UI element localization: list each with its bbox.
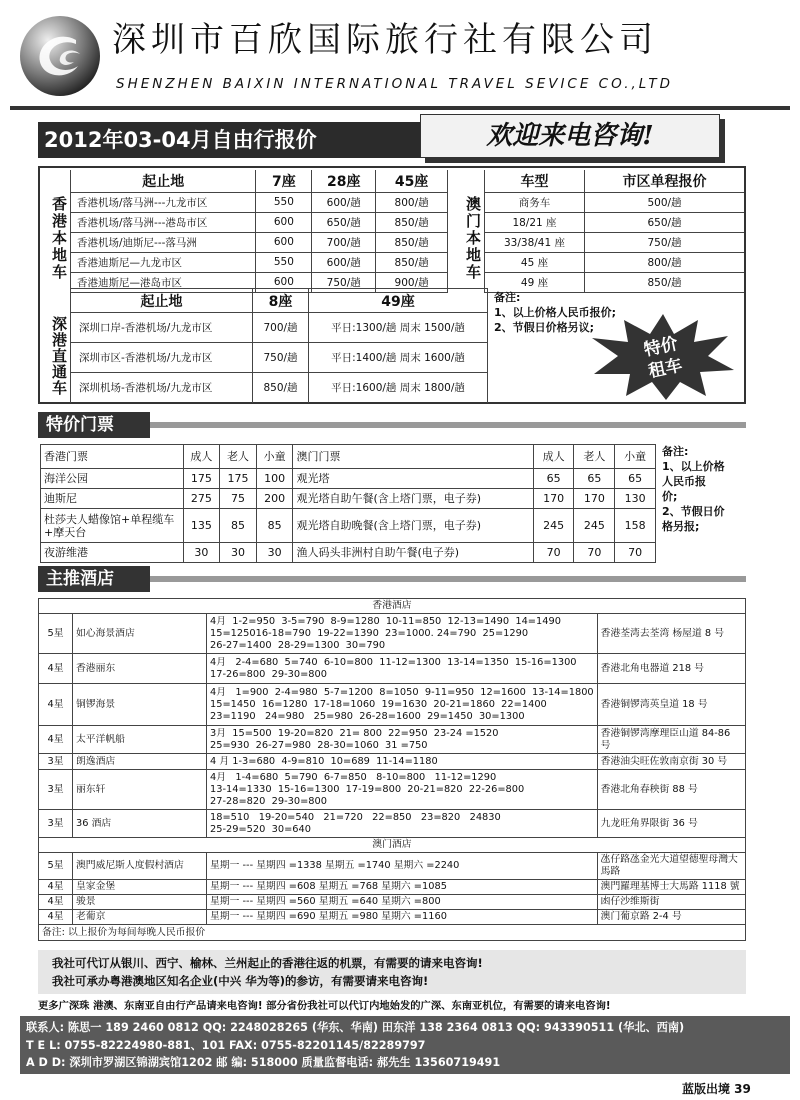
macau-car-price: 500/趟	[585, 192, 745, 212]
through-car-price: 平日:1600/趟 周末 1800/趟	[309, 373, 488, 403]
hk-car-price: 550	[256, 192, 312, 212]
macau-car-header: 车型	[485, 170, 585, 192]
hotel-address: 氹仔路氹金光大道望德聖母灣大馬路	[597, 853, 745, 880]
through-car-price: 平日:1300/趟 周末 1500/趟	[309, 313, 488, 343]
hotel-address: 香港北角春秧街 88 号	[597, 770, 745, 810]
macau-hotels-title: 澳门酒店	[39, 838, 746, 853]
header-divider	[10, 106, 790, 110]
hotel-prices: 18=510 19-20=540 21=720 22=850 23=820 24830 25-29=520 30=640	[207, 810, 598, 838]
ticket-price: 70	[574, 543, 615, 563]
hotel-star: 5星	[39, 614, 73, 654]
hotel-name: 朗逸酒店	[73, 754, 207, 770]
company-name-en: SHENZHEN BAIXIN INTERNATIONAL TRAVEL SEVICE CO.,LTD	[116, 76, 674, 92]
hk-car-route: 香港机场/迪斯尼---落马洲	[71, 232, 256, 252]
starburst-line2: 租车	[646, 355, 685, 383]
ticket-hk-name: 迪斯尼	[41, 489, 184, 509]
ticket-hk-name: 海洋公园	[41, 469, 184, 489]
macau-car-price: 850/趟	[585, 272, 745, 292]
hk-car-price: 650/趟	[312, 212, 376, 232]
hotel-name: 丽东轩	[73, 770, 207, 810]
ticket-header: 小童	[615, 445, 656, 469]
contact-bar	[20, 1016, 790, 1074]
macau-car-type: 45 座	[485, 252, 585, 272]
hotels-table	[38, 598, 746, 941]
ticket-header: 香港门票	[41, 445, 184, 469]
ticket-header: 澳门门票	[293, 445, 533, 469]
hotel-prices: 星期一 --- 星期四 =690 星期五 =980 星期六 =1160	[207, 910, 598, 925]
macau-car-label: 澳门本地车	[464, 195, 482, 281]
through-car-label: 深港直通车	[50, 316, 68, 396]
car-note-title: 备注:	[494, 291, 521, 304]
hotel-star: 4星	[39, 880, 73, 895]
through-car-route: 深圳机场-香港机场/九龙市区	[71, 373, 253, 403]
ticket-price: 245	[533, 509, 574, 543]
hk-car-header: 28座	[312, 170, 376, 192]
ticket-price: 130	[615, 489, 656, 509]
macau-car-price: 800/趟	[585, 252, 745, 272]
macau-car-type: 商务车	[485, 192, 585, 212]
macau-car-type: 33/38/41 座	[485, 232, 585, 252]
hotel-address: 香港荃湾去荃湾 杨屋道 8 号	[597, 614, 745, 654]
hotel-prices: 星期一 --- 星期四 =608 星期五 =768 星期六 =1085	[207, 880, 598, 895]
notice-line: 我社可代订从银川、西宁、榆林、兰州起止的香港往返的机票，有需要的请来电咨询!	[52, 956, 483, 970]
hotel-name: 太平洋帆船	[73, 726, 207, 754]
hotel-name: 澳門威尼斯人度假村酒店	[73, 853, 207, 880]
hotel-name: 36 酒店	[73, 810, 207, 838]
ticket-header: 老人	[574, 445, 615, 469]
hotel-prices: 4月 2-4=680 5=740 6-10=800 11-12=1300 13-14=1350 15-16=1300 17-26=800 29-30=800	[207, 654, 598, 684]
hk-hotels-title: 香港酒店	[39, 599, 746, 614]
car-note-line: 2、节假日价格另议;	[494, 321, 595, 334]
hotel-prices: 星期一 --- 星期四 =560 星期五 =640 星期六 =800	[207, 895, 598, 910]
tickets-note: 备注: 1、以上价格 人民币报 价; 2、节假日价 格另报;	[662, 445, 725, 533]
hk-car-price: 600/趟	[312, 192, 376, 212]
ticket-macau-name: 观光塔自助午餐(含上塔门票，电子券)	[293, 489, 533, 509]
company-name-cn: 深圳市百欣国际旅行社有限公司	[112, 20, 658, 60]
macau-car-price: 750/趟	[585, 232, 745, 252]
ticket-price: 70	[615, 543, 656, 563]
hk-car-header: 起止地	[71, 170, 256, 192]
hotel-prices: 4月 1-4=680 5=790 6-7=850 8-10=800 11-12=1290 13-14=1330 15-16=1300 17-19=800 20-21=820 22-26=800 27-28=820 29-30=800	[207, 770, 598, 810]
hotel-prices: 4 月 1-3=680 4-9=810 10=689 11-14=1180	[207, 754, 598, 770]
hk-car-route: 香港迪斯尼—港岛市区	[71, 272, 256, 292]
ticket-macau-name: 观光塔自助晚餐(含上塔门票，电子券)	[293, 509, 533, 543]
through-car-route: 深圳市区-香港机场/九龙市区	[71, 343, 253, 373]
through-car-header: 49座	[309, 289, 488, 313]
hotel-star: 4星	[39, 684, 73, 726]
ticket-price: 30	[256, 543, 293, 563]
hotel-name: 如心海景酒店	[73, 614, 207, 654]
hotel-star: 3星	[39, 754, 73, 770]
ticket-macau-name: 渔人码头非洲村自助午餐(电子券)	[293, 543, 533, 563]
hk-car-price: 600	[256, 232, 312, 252]
ticket-price: 245	[574, 509, 615, 543]
contact-line: T E L: 0755-82224980-881、101 FAX: 0755-82201145/82289797	[26, 1038, 426, 1052]
page-footer: 蓝版出境 39	[682, 1082, 751, 1096]
hotel-star: 4星	[39, 895, 73, 910]
ticket-price: 85	[220, 509, 257, 543]
hk-car-price: 900/趟	[376, 272, 448, 292]
tickets-section-bar	[150, 422, 746, 428]
macau-car-header: 市区单程报价	[585, 170, 745, 192]
macau-car-table	[484, 170, 744, 293]
ticket-price: 275	[183, 489, 220, 509]
hotel-prices: 星期一 --- 星期四 =1338 星期五 =1740 星期六 =2240	[207, 853, 598, 880]
hotel-star: 3星	[39, 770, 73, 810]
hk-car-route: 香港机场/落马洲---港岛市区	[71, 212, 256, 232]
hotel-prices: 4月 1=900 2-4=980 5-7=1200 8=1050 9-11=950 12=1600 13-14=1800 15=1450 16=1280 17-18=1060 19=1630 20-21=1860 22=1400 23=1190 24=980 25=980 26-28=1600 29=1450 30=1300	[207, 684, 598, 726]
macau-car-price: 650/趟	[585, 212, 745, 232]
ticket-price: 85	[256, 509, 293, 543]
ticket-header: 成人	[183, 445, 220, 469]
hk-car-route: 香港迪斯尼—九龙市区	[71, 252, 256, 272]
hk-car-route: 香港机场/落马洲---九龙市区	[71, 192, 256, 212]
hotel-name: 老葡京	[73, 910, 207, 925]
through-car-table	[70, 288, 488, 403]
through-car-price: 平日:1400/趟 周末 1600/趟	[309, 343, 488, 373]
hotel-address: 澳門羅理基博士大馬路 1118 號	[597, 880, 745, 895]
ticket-price: 30	[183, 543, 220, 563]
contact-line: 联系人: 陈思一 189 2460 0812 QQ: 2248028265 (华东、华南) 田东洋 138 2364 0813 QQ: 943390511 (华北、西南)	[26, 1021, 685, 1034]
notice-box	[38, 950, 746, 994]
hotel-star: 4星	[39, 910, 73, 925]
hotel-name: 皇家金堡	[73, 880, 207, 895]
ticket-price: 175	[220, 469, 257, 489]
price-period-banner: 2012年03-04月自由行报价	[38, 122, 420, 158]
hotel-address: 凼仔沙维斯街	[597, 895, 745, 910]
hotels-section-bar	[150, 576, 746, 582]
hotels-section-title: 主推酒店	[38, 566, 150, 592]
hotel-star: 4星	[39, 654, 73, 684]
tickets-table	[40, 444, 656, 563]
hk-car-price: 750/趟	[312, 272, 376, 292]
hk-car-header: 7座	[256, 170, 312, 192]
hotel-address: 九龙旺角界限街 36 号	[597, 810, 745, 838]
ticket-hk-name: 杜莎夫人蜡像馆+单程缆车+摩天台	[41, 509, 184, 543]
through-car-price: 750/趟	[253, 343, 309, 373]
macau-car-type: 49 座	[485, 272, 585, 292]
more-products-text: 更多广深珠 港澳、东南亚自由行产品请来电咨询! 部分省份我社可以代订内地始发的广深、东南亚机位，有需要的请来电咨询!	[38, 1000, 611, 1012]
ticket-price: 65	[533, 469, 574, 489]
hotel-star: 5星	[39, 853, 73, 880]
ticket-header: 老人	[220, 445, 257, 469]
ticket-price: 175	[183, 469, 220, 489]
through-car-header: 8座	[253, 289, 309, 313]
hk-car-header: 45座	[376, 170, 448, 192]
through-car-price: 850/趟	[253, 373, 309, 403]
hk-car-price: 600/趟	[312, 252, 376, 272]
ticket-price: 75	[220, 489, 257, 509]
hk-car-price: 800/趟	[376, 192, 448, 212]
hotel-name: 香港丽东	[73, 654, 207, 684]
ticket-header: 成人	[533, 445, 574, 469]
ticket-macau-name: 观光塔	[293, 469, 533, 489]
hk-car-price: 700/趟	[312, 232, 376, 252]
macau-car-type: 18/21 座	[485, 212, 585, 232]
notice-line: 我社可承办粤港澳地区知名企业(中兴 华为等)的参访，有需要请来电咨询!	[52, 974, 429, 988]
hk-car-table	[70, 170, 448, 293]
hotel-address: 香港北角电器道 218 号	[597, 654, 745, 684]
ticket-price: 65	[615, 469, 656, 489]
ticket-price: 100	[256, 469, 293, 489]
hotel-address: 澳门葡京路 2-4 号	[597, 910, 745, 925]
hotel-star: 4星	[39, 726, 73, 754]
ticket-price: 200	[256, 489, 293, 509]
hotel-address: 香港油尖旺佐敦南京街 30 号	[597, 754, 745, 770]
ticket-price: 70	[533, 543, 574, 563]
ticket-price: 135	[183, 509, 220, 543]
hotel-address: 香港铜锣湾摩理臣山道 84-86 号	[597, 726, 745, 754]
hk-car-price: 600	[256, 272, 312, 292]
starburst-line1: 特价	[642, 333, 680, 361]
hk-car-label: 香港本地车	[50, 195, 68, 281]
ticket-header: 小童	[256, 445, 293, 469]
through-car-route: 深圳口岸-香港机场/九龙市区	[71, 313, 253, 343]
ticket-price: 65	[574, 469, 615, 489]
hk-car-price: 850/趟	[376, 252, 448, 272]
company-logo-icon	[18, 14, 102, 98]
through-car-price: 700/趟	[253, 313, 309, 343]
ticket-hk-name: 夜游维港	[41, 543, 184, 563]
hk-car-price: 600	[256, 212, 312, 232]
hk-car-price: 850/趟	[376, 232, 448, 252]
hotel-address: 香港铜锣湾英皇道 18 号	[597, 684, 745, 726]
hotel-name: 骏景	[73, 895, 207, 910]
through-car-header: 起止地	[71, 289, 253, 313]
hk-car-price: 550	[256, 252, 312, 272]
ticket-price: 170	[533, 489, 574, 509]
hotel-prices: 4月 1-2=950 3-5=790 8-9=1280 10-11=850 12-13=1490 14=1490 15=125016-18=790 19-22=1390 23=1000. 24=790 25=1290 26-27=1400 28-29=1300 30=790	[207, 614, 598, 654]
contact-line: A D D: 深圳市罗湖区锦湖宾馆1202 邮 编: 518000 质量监督电话: 郝先生 13560719491	[26, 1056, 501, 1069]
ticket-price: 30	[220, 543, 257, 563]
hotels-footnote: 备注: 以上报价为每间每晚人民币报价	[39, 925, 746, 941]
tickets-section-title: 特价门票	[38, 412, 150, 438]
special-rental-starburst	[588, 312, 738, 400]
hotel-name: 铜锣海景	[73, 684, 207, 726]
hotel-prices: 3月 15=500 19-20=820 21= 800 22=950 23-24 =1520 25=930 26-27=980 28-30=1060 31 =750	[207, 726, 598, 754]
ticket-price: 158	[615, 509, 656, 543]
hotel-star: 3星	[39, 810, 73, 838]
ticket-price: 170	[574, 489, 615, 509]
hk-car-price: 850/趟	[376, 212, 448, 232]
welcome-callout: 欢迎来电咨询!	[420, 114, 720, 158]
car-note-line: 1、以上价格人民币报价;	[494, 306, 617, 319]
